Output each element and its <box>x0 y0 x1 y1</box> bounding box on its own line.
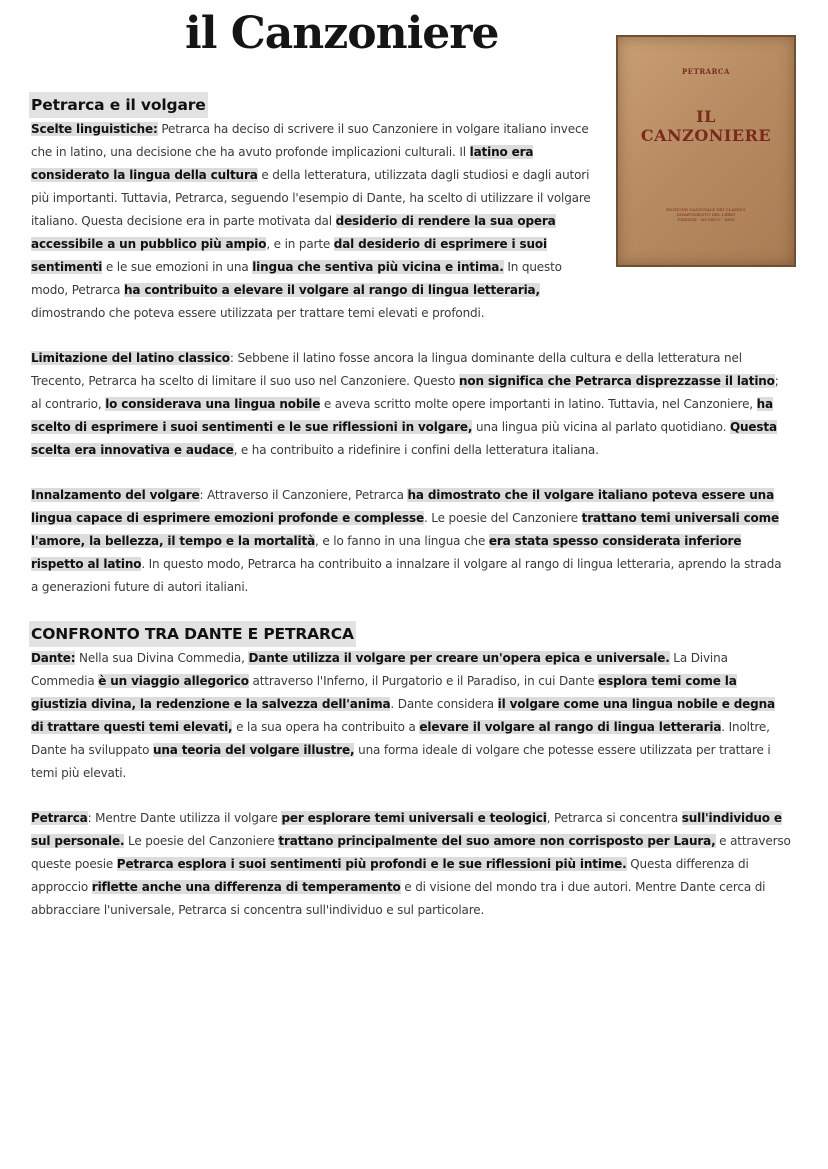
paragraph-petrarca <box>31 807 791 922</box>
paragraph-text: : Mentre Dante utilizza il volgare <box>87 811 282 825</box>
highlighted-text: esplora temi come la giustizia divina, la redenzione e la salvezza dell'anima <box>31 674 737 711</box>
paragraph-text: . Dante considera <box>390 697 498 711</box>
highlighted-text: Petrarca esplora i suoi sentimenti più profondi e le sue riflessioni più intime. <box>116 857 627 871</box>
cover-title-line: CANZONIERE <box>640 126 772 145</box>
cover-author: PETRARCA <box>682 67 730 76</box>
paragraph-text: . Le poesie del Canzoniere <box>423 511 582 525</box>
highlighted-text: trattano temi universali come l'amore, la bellezza, il tempo e la mortalità <box>31 511 779 548</box>
cover-title-line: IL <box>696 107 716 126</box>
paragraph-text: e della letteratura, utilizzata dagli studiosi e dagli autori più importanti. Tuttavia, Petrarca, seguendo l'esempio di Dante, ha scelto di utilizzare il volgare italiano. Questa decisione era in parte motivata dal <box>31 168 591 228</box>
document-body <box>31 92 791 922</box>
paragraph-text: : Sebbene il latino fosse ancora la lingua dominante della cultura e della letteratura nel Trecento, Petrarca ha scelto di limitare il suo uso nel Canzoniere. Questo <box>31 351 742 388</box>
paragraph-text: , e lo fanno in una lingua che <box>315 534 489 548</box>
paragraph-text: In questo modo, Petrarca <box>31 260 562 297</box>
highlighted-text: per esplorare temi universali e teologici <box>281 811 547 825</box>
paragraph-text: , Petrarca si concentra <box>546 811 682 825</box>
paragraph-text: attraverso l'Inferno, il Purgatorio e il Paradiso, in cui Dante <box>248 674 599 688</box>
cover-publisher-line: DIPARTIMENTO DEL LIBRO <box>676 212 736 217</box>
highlighted-text: ha dimostrato che il volgare italiano poteva essere una lingua capace di esprimere emozioni profonde e complesse <box>31 488 775 525</box>
highlighted-text: il volgare come una lingua nobile e degna di trattare questi temi elevati, <box>31 697 775 734</box>
paragraph-text: dimostrando che poteva essere utilizzata per trattare temi elevati e profondi. <box>31 306 485 320</box>
highlighted-text: ha contribuito a elevare il volgare al rango di lingua letteraria, <box>124 283 540 297</box>
highlighted-text: desiderio di rendere la sua opera accessibile a un pubblico più ampio <box>31 214 556 251</box>
paragraph-text: : Attraverso il Canzoniere, Petrarca <box>199 488 408 502</box>
paragraph-dante <box>31 647 791 785</box>
paragraph-text: Le poesie del Canzoniere <box>124 834 279 848</box>
paragraph-text: Questa differenza di approccio <box>31 857 749 894</box>
paragraph-text: e le sue emozioni in una <box>102 260 253 274</box>
cover-publisher-line: FIRENZE · MCMXCV · XXVI <box>677 217 735 222</box>
cover-publisher-line: EDIZIONE NAZIONALE DEI CLASSICI <box>666 207 746 212</box>
paragraph-text: La Divina Commedia <box>31 651 728 688</box>
section-heading-petrarca-volgare: Petrarca e il volgare <box>29 92 208 118</box>
section-heading-confronto: CONFRONTO TRA DANTE E PETRARCA <box>29 621 356 647</box>
highlighted-text: Questa scelta era innovativa e audace <box>31 420 777 457</box>
highlighted-text: lingua che sentiva più vicina e intima. <box>252 260 504 274</box>
paragraph-text: e di visione del mondo tra i due autori. Mentre Dante cerca di abbracciare l'universale, Petrarca si concentra sull'individuo e sul particolare. <box>31 880 766 917</box>
highlighted-text: dal desiderio di esprimere i suoi sentimenti <box>31 237 547 274</box>
paragraph-text: , e in parte <box>266 237 334 251</box>
highlighted-text: lo considerava una lingua nobile <box>105 397 321 411</box>
paragraph-text: . Inoltre, Dante ha sviluppato <box>31 720 770 757</box>
highlighted-text: è un viaggio allegorico <box>98 674 249 688</box>
paragraph-lead: Scelte linguistiche: <box>31 122 158 136</box>
highlighted-text: elevare il volgare al rango di lingua letteraria <box>419 720 722 734</box>
paragraph-scelte-linguistiche <box>31 118 599 325</box>
paragraph-text: una forma ideale di volgare che potesse essere utilizzata per trattare i temi più elevati. <box>31 743 771 780</box>
paragraph-innalzamento-volgare <box>31 484 791 599</box>
paragraph-text: una lingua più vicina al parlato quotidiano. <box>472 420 730 434</box>
paragraph-lead: Limitazione del latino classico <box>31 351 230 365</box>
paragraph-text: e aveva scritto molte opere importanti in latino. Tuttavia, nel Canzoniere, <box>320 397 757 411</box>
paragraph-lead: Dante: <box>31 651 76 665</box>
highlighted-text: riflette anche una differenza di temperamento <box>91 880 401 894</box>
paragraph-text: , e ha contribuito a ridefinire i confini della letteratura italiana. <box>233 443 599 457</box>
highlighted-text: latino era considerato la lingua della cultura <box>31 145 534 182</box>
paragraph-lead: Innalzamento del volgare <box>31 488 200 502</box>
paragraph-text: Nella sua Divina Commedia, <box>75 651 249 665</box>
highlighted-text: era stata spesso considerata inferiore rispetto al latino <box>31 534 742 571</box>
highlighted-text: Dante utilizza il volgare per creare un'opera epica e universale. <box>248 651 670 665</box>
paragraph-text: e la sua opera ha contribuito a <box>232 720 420 734</box>
paragraph-text: e attraverso queste poesie <box>31 834 791 871</box>
paragraph-limitazione-latino <box>31 347 791 462</box>
highlighted-text: ha scelto di esprimere i suoi sentimenti e le sue riflessioni in volgare, <box>31 397 773 434</box>
highlighted-text: non significa che Petrarca disprezzasse il latino <box>459 374 775 388</box>
paragraph-text: . In questo modo, Petrarca ha contribuito a innalzare il volgare al rango di lingua letteraria, aprendo la strada a generazioni future di autori italiani. <box>31 557 782 594</box>
paragraph-lead: Petrarca <box>31 811 88 825</box>
highlighted-text: una teoria del volgare illustre, <box>152 743 355 757</box>
paragraph-text: Petrarca ha deciso di scrivere il suo Canzoniere in volgare italiano invece che in latino, una decisione che ha avuto profonde implicazioni culturali. Il <box>31 122 589 159</box>
highlighted-text: sull'individuo e sul personale. <box>31 811 782 848</box>
paragraph-text: ; al contrario, <box>31 374 779 411</box>
page-title: il Canzoniere <box>185 8 499 59</box>
highlighted-text: trattano principalmente del suo amore non corrisposto per Laura, <box>278 834 716 848</box>
